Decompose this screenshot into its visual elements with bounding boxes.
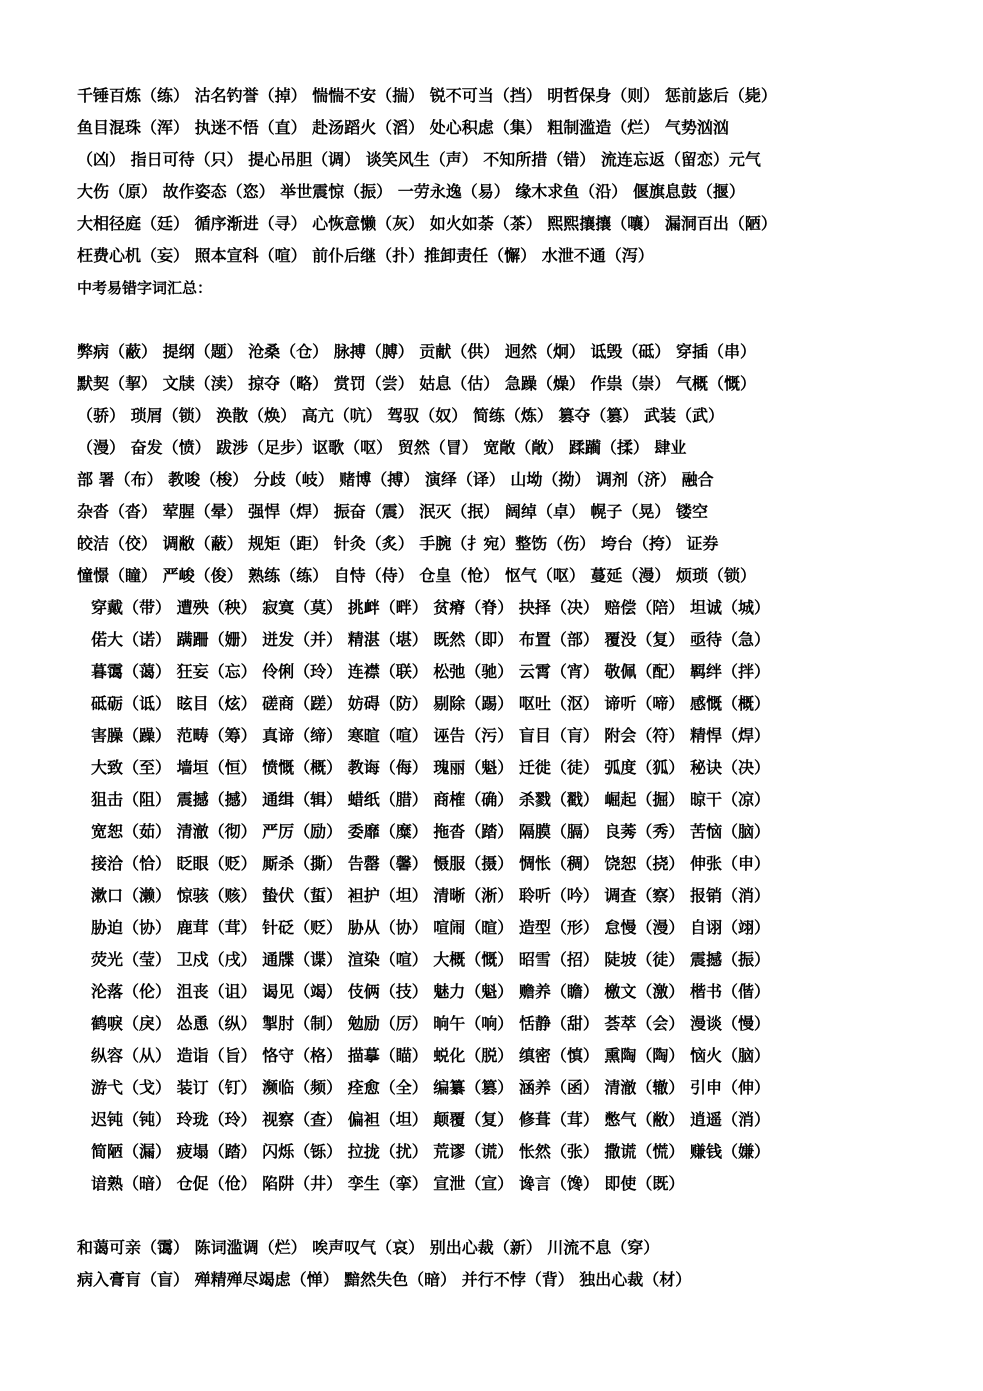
- idiom-line: 枉费心机（妄） 照本宣科（喧） 前仆后继（扑）推卸责任（懈） 水泄不通（泻）: [77, 246, 654, 265]
- word-line: 游弋（戈） 装订（钉） 濒临（频） 痊愈（全） 编纂（篡） 涵养（函） 清澈（辙） 引申（伸）: [91, 1078, 770, 1097]
- word-line: 宽恕（茹） 清澈（彻） 严厉（励） 委靡（糜） 拖沓（踏） 隔膜（膈） 良莠（秀） 苦恼（脑）: [91, 822, 770, 841]
- word-line: 部 署（布） 教唆（梭） 分歧（岐） 赌博（搏） 演绎（译） 山坳（拗） 调剂（济） 融合: [77, 470, 714, 489]
- idiom-line: 鱼目混珠（浑） 执迷不悟（直） 赴汤蹈火（滔） 处心积虑（集） 粗制滥造（烂） 气势汹汹: [77, 118, 729, 137]
- idiom-line: 大伤（原） 故作姿态（恣） 举世震惊（振） 一劳永逸（易） 缘木求鱼（沿） 偃旗息鼓（揠）: [77, 182, 745, 201]
- final-idiom-line: 病入膏肓（盲） 殚精殚尽竭虑（惮） 黯然失色（暗） 并行不悖（背） 独出心裁（材）: [77, 1270, 692, 1289]
- idiom-line: （凶） 指日可待（只） 提心吊胆（调） 谈笑风生（声） 不知所措（错） 流连忘返（留恋）元气: [77, 150, 761, 169]
- word-line: 砥砺（诋） 眩目（炫） 磋商（蹉） 妨碍（防） 剔除（踢） 呕吐（沤） 谛听（啼） 感慨（概）: [91, 694, 770, 713]
- word-line: 穿戴（带） 遭殃（秧） 寂寞（莫） 挑衅（畔） 贫瘠（脊） 抉择（决） 赔偿（陪） 坦诚（城）: [91, 598, 770, 617]
- word-line: 杂沓（沓） 荤腥（晕） 强悍（焊） 振奋（震） 泯灭（抿） 阔绰（卓） 幌子（晃） 镂空: [77, 502, 708, 521]
- word-line: 默契（挈） 文牍（渎） 掠夺（略） 赏罚（尝） 姑息（估） 急躁（燥） 作祟（崇） 气概（慨）: [77, 374, 756, 393]
- word-line: 弊病（蔽） 提纲（题） 沧桑（仓） 脉搏（膊） 贡献（供） 迥然（炯） 诋毁（砥） 穿插（串）: [77, 342, 756, 361]
- word-line: 纵容（从） 造诣（旨） 恪守（格） 描摹（瞄） 蜕化（脱） 缜密（慎） 熏陶（陶） 恼火（脑）: [91, 1046, 770, 1065]
- idiom-line: 千锤百炼（练） 沽名钓誉（掉） 惴惴不安（揣） 锐不可当（挡） 明哲保身（则） 惩前毖后（毙）: [77, 86, 777, 105]
- word-line: 狙击（阻） 震撼（撼） 通缉（辑） 蜡纸（腊） 商榷（确） 杀戮（戳） 崛起（掘） 晾干（凉）: [91, 790, 770, 809]
- word-line: 沦落（伦） 沮丧（诅） 谒见（竭） 伎俩（技） 魅力（魁） 赡养（瞻） 檄文（激） 楷书（偕）: [91, 982, 770, 1001]
- word-line: 暮霭（蔼） 狂妄（忘） 伶俐（玲） 连襟（联） 松弛（驰） 云霄（宵） 敬佩（配） 羁绊（拌）: [91, 662, 770, 681]
- word-line: 害臊（躁） 范畴（筹） 真谛（缔） 寒暄（喧） 诬告（污） 盲目（肓） 附会（符） 精悍（焊）: [91, 726, 770, 745]
- word-line: 胁迫（协） 鹿茸（茸） 针砭（贬） 胁从（协） 喧闹（暄） 造型（形） 怠慢（漫） 自诩（翊）: [91, 918, 770, 937]
- word-line: 憧憬（瞳） 严峻（俊） 熟练（练） 自恃（侍） 仓皇（怆） 怄气（呕） 蔓延（漫） 烦琐（锁）: [77, 566, 756, 585]
- idiom-line: 大相径庭（廷） 循序渐进（寻） 心恢意懒（灰） 如火如荼（茶） 熙熙攘攘（嚷） 漏洞百出（陋）: [77, 214, 777, 233]
- word-line: 皎洁（佼） 调敝（蔽） 规矩（距） 针灸（炙） 手腕（扌宛）整饬（伤） 垮台（挎） 证券: [77, 534, 719, 553]
- word-line: 漱口（濑） 惊骇（赅） 蛰伏（蜇） 袒护（坦） 清晰（淅） 聆听（吟） 调查（察） 报销（消）: [91, 886, 770, 905]
- section-heading: 中考易错字词汇总：: [77, 279, 213, 297]
- word-line: 谙熟（暗） 仓促（伧） 陷阱（井） 孪生（挛） 宣泄（宣） 谗言（馋） 即使（既）: [91, 1174, 685, 1193]
- word-line: 鹤唳（戾） 怂恿（纵） 掣肘（制） 勉励（厉） 晌午（响） 恬静（甜） 荟萃（会） 漫谈（慢）: [91, 1014, 770, 1033]
- word-line: 迟钝（钝） 玲珑（玲） 视察（查） 偏袒（坦） 颠覆（复） 修葺（茸） 憋气（敝） 逍遥（消）: [91, 1110, 770, 1129]
- word-line: 大致（至） 墙垣（恒） 愤慨（概） 教诲（侮） 瑰丽（魁） 迁徙（徒） 弧度（狐） 秘诀（决）: [91, 758, 770, 777]
- word-line: （漫） 奋发（愤） 跋涉（足步）讴歌（呕） 贸然（冒） 宽敞（敞） 蹂躏（揉） 肆业: [77, 438, 687, 457]
- word-line: 接洽（恰） 眨眼（贬） 厮杀（撕） 告罄（馨） 慑服（摄） 惆怅（稠） 饶恕（挠） 伸张（申）: [91, 854, 770, 873]
- final-idiom-line: 和蔼可亲（霭） 陈词滥调（烂） 唉声叹气（哀） 别出心裁（新） 川流不息（穿）: [77, 1238, 660, 1257]
- word-line: 荧光（莹） 卫戍（戌） 通牒（谍） 渲染（喧） 大概（慨） 昭雪（招） 陡坡（徒） 震撼（振）: [91, 950, 770, 969]
- word-line: 简陋（漏） 疲塌（踏） 闪烁（铄） 拉拢（扰） 荒谬（谎） 怅然（张） 撒谎（慌） 赚钱（嫌）: [91, 1142, 770, 1161]
- word-line: 偌大（诺） 蹒跚（姗） 迸发（并） 精湛（堪） 既然（即） 布置（部） 覆没（复） 亟待（急）: [91, 630, 770, 649]
- word-line: （骄） 琐屑（锁） 涣散（焕） 高亢（吭） 驾驭（奴） 简练（炼） 篡夺（篡） 武装（武）: [77, 406, 724, 425]
